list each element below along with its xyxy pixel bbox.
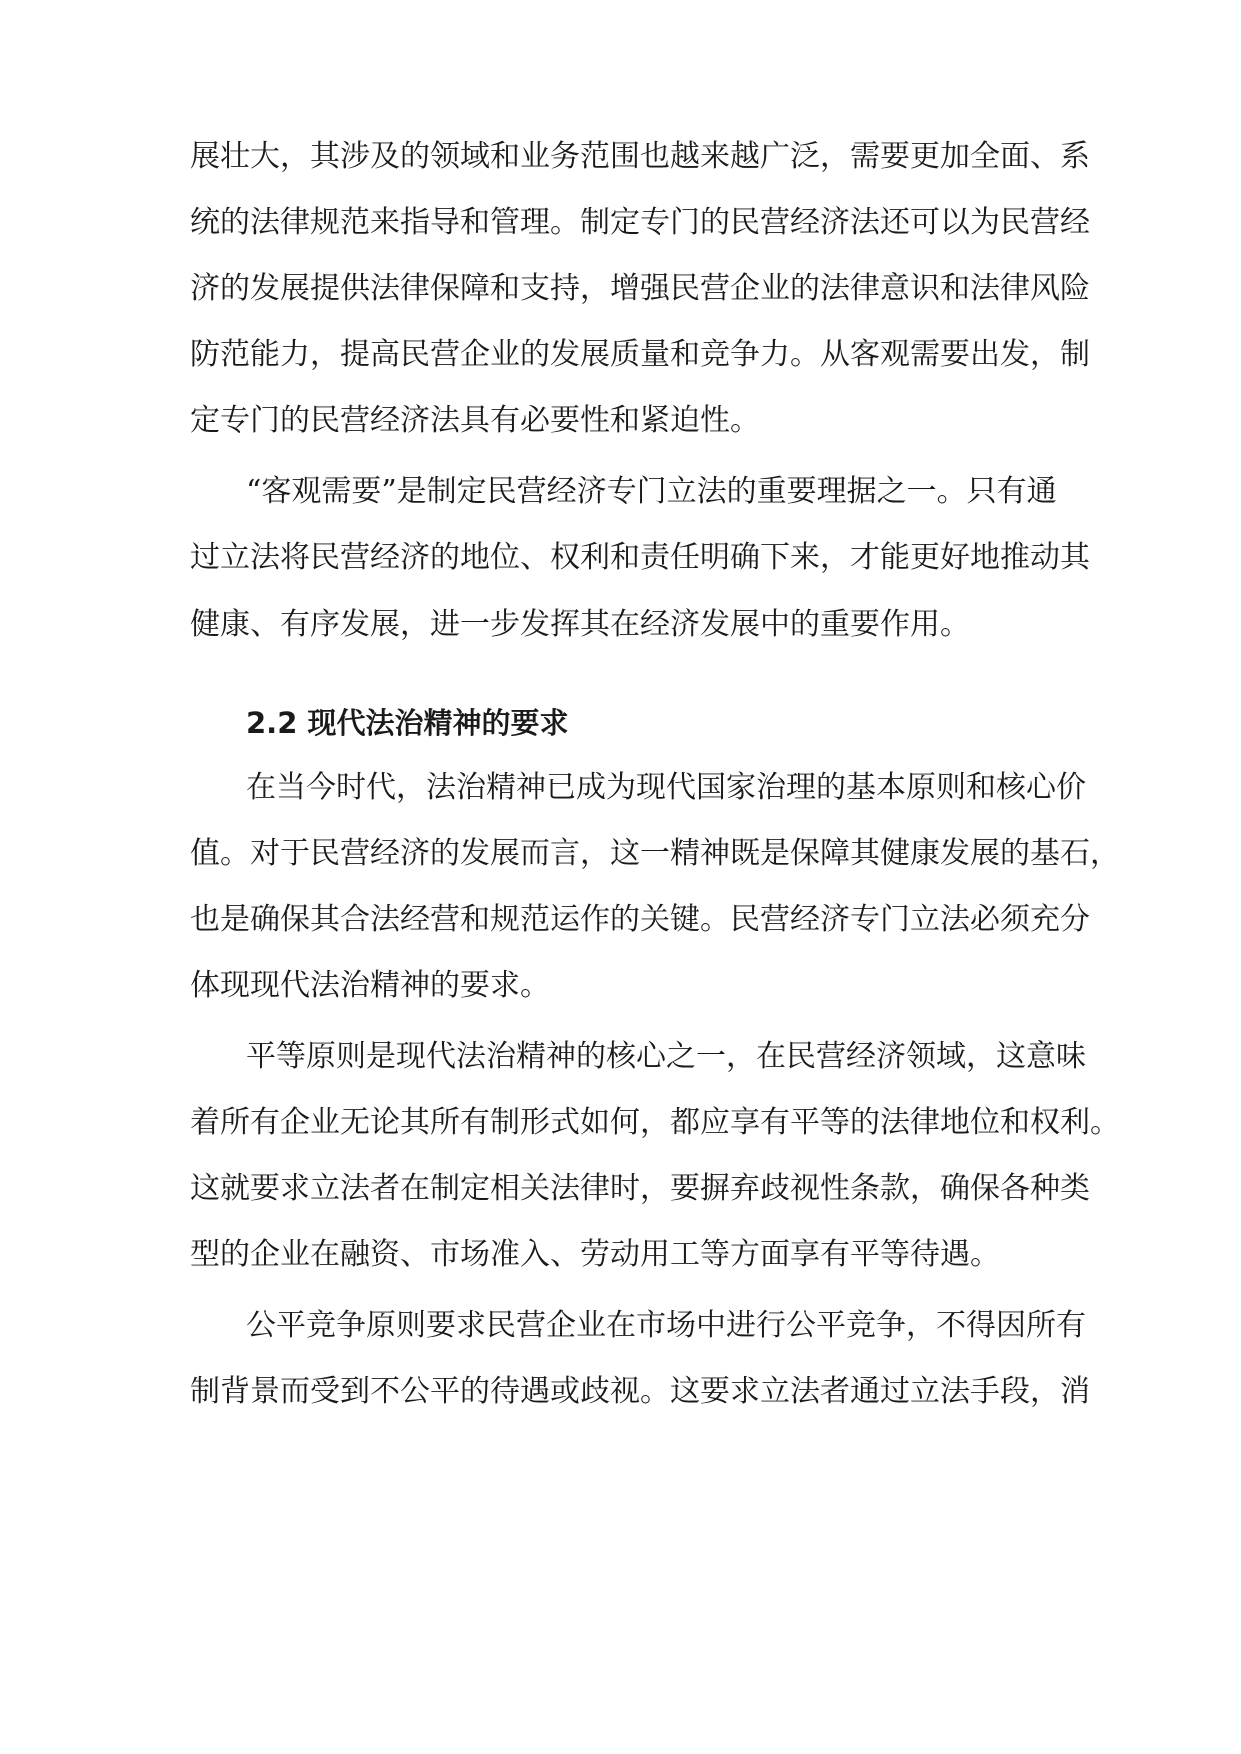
paragraph-line: 体现现代法治精神的要求。 (190, 968, 550, 1003)
paragraph-line: 防范能力，提高民营企业的发展质量和竞争力。从客观需要出发，制 (190, 337, 1090, 372)
paragraph-line: 在当今时代，法治精神已成为现代国家治理的基本原则和核心价 (246, 770, 1086, 805)
section-heading: 2.2 现代法治精神的要求 (246, 706, 569, 740)
paragraph-line: 着所有企业无论其所有制形式如何，都应享有平等的法律地位和权利。 (190, 1105, 1120, 1140)
paragraph-line: 公平竞争原则要求民营企业在市场中进行公平竞争，不得因所有 (246, 1308, 1086, 1343)
paragraph-line: 健康、有序发展，进一步发挥其在经济发展中的重要作用。 (190, 607, 970, 642)
paragraph-line: 型的企业在融资、市场准入、劳动用工等方面享有平等待遇。 (190, 1237, 1000, 1272)
paragraph-line: 制背景而受到不公平的待遇或歧视。这要求立法者通过立法手段，消 (190, 1374, 1090, 1409)
paragraph-line: 值。对于民营经济的发展而言，这一精神既是保障其健康发展的基石， (190, 836, 1120, 871)
paragraph-line: 也是确保其合法经营和规范运作的关键。民营经济专门立法必须充分 (190, 902, 1090, 937)
paragraph-line: 展壮大，其涉及的领域和业务范围也越来越广泛，需要更加全面、系 (190, 139, 1090, 174)
paragraph-line: 平等原则是现代法治精神的核心之一，在民营经济领域，这意味 (246, 1039, 1086, 1074)
paragraph-line: 过立法将民营经济的地位、权利和责任明确下来，才能更好地推动其 (190, 540, 1090, 575)
paragraph-line: 济的发展提供法律保障和支持，增强民营企业的法律意识和法律风险 (190, 271, 1090, 306)
paragraph-line: 统的法律规范来指导和管理。制定专门的民营经济法还可以为民营经 (190, 205, 1090, 240)
paragraph-line: “客观需要”是制定民营经济专门立法的重要理据之一。只有通 (246, 474, 1057, 509)
paragraph-line: 定专门的民营经济法具有必要性和紧迫性。 (190, 403, 760, 438)
paragraph-line: 这就要求立法者在制定相关法律时，要摒弃歧视性条款，确保各种类 (190, 1171, 1090, 1206)
